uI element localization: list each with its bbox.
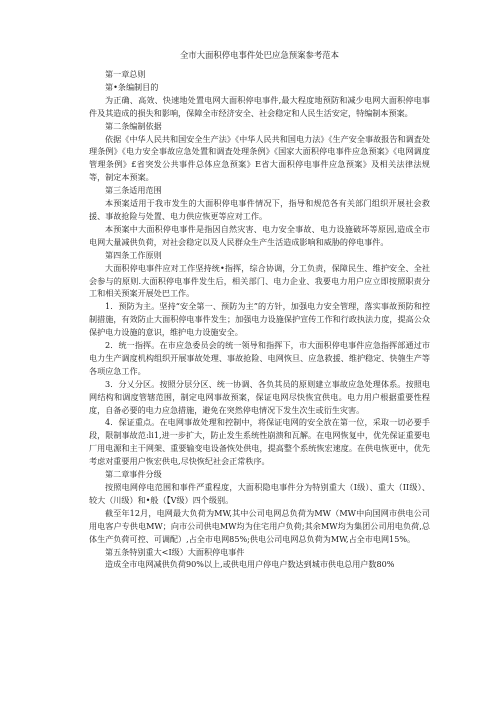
document-title: 全市大面积停电事件处巴应急预案参考范本 [179, 50, 340, 60]
paragraph: 2．统一指挥。在市应急委员会的统一领导和指挥下，市大面积停电事件应急指挥部通过市电力生产调度机构组织开展事故处理、事故抢险、电网恢旦、应急救援、维护稳定、快匏生产等各项应急工作。 [89, 340, 430, 376]
chapter-heading: 第二章事件分级 [105, 469, 162, 480]
paragraph: 1．预防为主。坚持“安全第一、预防为主”的方针，加强电力安全管理，落实事故预防和控制措施，有效防止大面积停电事件发生；加强电力设施保护宣传工作和行政执法力度，提高公众保护电力设施的意识，维护电力设施安全。 [89, 301, 430, 338]
paragraph: 依据《中华人民共和国安全生产法》《中华人民共和国电力法》《生产安全事故报告和调査处理条例》《电力安全事故应急处置和调査处理条例》《国家大面积停电事件应急预案》《电网调度管理条例》£省突发公共事件总体应急预案》E省大面积停电事件应急预案》及相关法律法规等，制定本预案。 [89, 133, 430, 183]
paragraph: 大面积停电事件应对工作坚持统•指挥，综合协调，分工负责，保障民生、维护安全、全社会参与的原则.大面积停电事件发生后，相关部门、电力企业、我要电力用户应立即按照职责分工和相关预案开展处巴工作。 [89, 262, 430, 299]
paragraph: 本预案中大面积停电事件是指因自然灾害、电力安全事故、电力设施破坏等原因,造成全市电网大量减供负荷，对社会稳定以及人民群众生产生活造成影响和威胁的停电事件。 [89, 223, 430, 247]
article-heading: 第四条工作原则 [105, 249, 162, 260]
paragraph: 为正确、高效、快速地处置电网大面积停电事件,最大程度地预防和减少电网大面积停电事件及其造成的损失和影响，保障全市经济安全、社会稳定和人民生活安定，特编制本预案。 [89, 94, 430, 118]
paragraph: 3．分乂分区。按照分层分区、统一协调、各负其员的原则建立事故应急处理体系。按照电网结构和调度管辖范围，制定电网事故预案，保证电网尽快恢宜供电。电力用户根据重要性程度，自备必要的电力应急措施，避免在突然停电情况下发生次生或衍生灾害。 [89, 378, 430, 415]
document-body [89, 68, 430, 571]
paragraph: 造成全市电网减供负荷90%以上,或供电用户停电户数达到城市供电总用户数80% [105, 559, 395, 570]
paragraph: 4．保证重点。在电网事故处理和控制中，将保证电网的安全放在第一位，采取一切必要手段，限制事故范:li1,进一步扩大，防止发生系统性崩溃和瓦解。在电网恢复中，优先保证重要电厂用电源和主干网架、重要输变电设备恢处供电，提高整个系统恢宏速度。在供电恢更中，优先考虑对重要用户恢宏供电,尽快恢纪社会正常秩序。 [89, 417, 430, 467]
article-heading: 第•条编制目的 [105, 81, 159, 92]
article-heading: 第五条特别重大<I级）大面积停电事件 [105, 546, 245, 557]
article-heading: 第二条编制依据 [105, 120, 162, 131]
chapter-heading: 第一章总则 [105, 69, 146, 79]
paragraph: 按照电网停电范围和事件严重程度，大面积隐电事件分为特别重大（I级）、重大（II级）、较大（川级）和•般（【V级）四个级别。 [89, 482, 430, 505]
article-heading: 第三条适用范围 [105, 185, 162, 196]
paragraph: 截至年12月，电网最大负荷为MW,其中公司电网总负荷为MW（MW中向国网市供电公司用电客户专供电MW；向市公司供电MW均为住宅用户负荷;其余MW均为集团公司用电负荷,总体生产负荷可控、可调配）,占全市电网85%;供电公司电网总负荷为MW,占全市电网15%。 [89, 507, 430, 544]
paragraph: 本预案适用于我市发生的大面积停电事件情况下，指导和规范各有关部门组织开展社会救援、事故抢险与处置、电力供应恢更等应对工作。 [89, 198, 430, 221]
